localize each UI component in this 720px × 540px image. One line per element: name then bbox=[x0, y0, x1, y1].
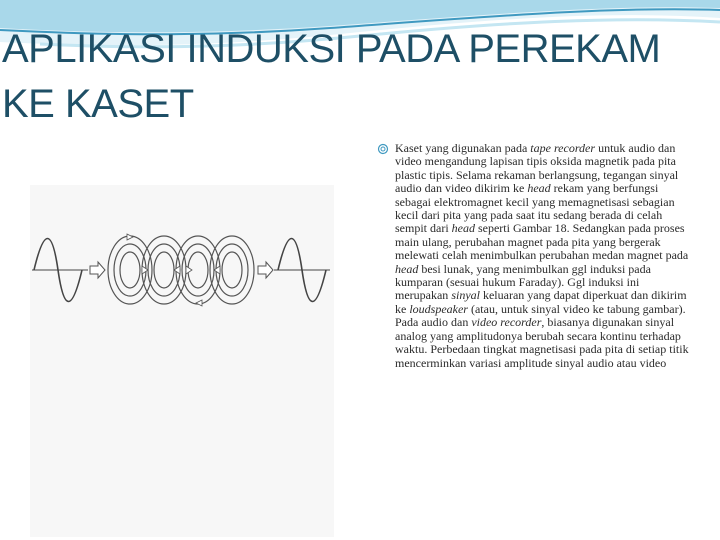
field-arrow-5 bbox=[127, 234, 133, 240]
field-arrow-1 bbox=[142, 266, 148, 274]
field-arrow-2 bbox=[174, 266, 180, 274]
body-emphasis: tape recorder bbox=[530, 141, 596, 155]
body-paragraph bbox=[395, 142, 695, 370]
body-run: seperti Gambar 18. Sedangkan pada proses main ulang, perubahan magnet pada pita yang bergerak melewati celah menimbulkan perubahan medan magnet pada bbox=[395, 221, 689, 263]
body-run: rekam yang berfungsi sebagai elektromagnet kecil yang memagnetisasi sebagian kecil dari pita yang pada saat itu sedang berada di celah sempit dari bbox=[395, 181, 675, 236]
field-arrow-3 bbox=[186, 266, 192, 274]
body-run: , biasanya digunakan sinyal analog yang amplitudonya berubah secara kontinu terhadap waktu. Perbedaan tingkat magnetisasi pada pita di setiap titik mencerminkan variasi amplitude sinyal audio atau video bbox=[395, 315, 689, 370]
body-emphasis: sinyal bbox=[451, 288, 480, 303]
slide-title-line-2: KE KASET bbox=[2, 82, 194, 126]
arrow-right-1 bbox=[90, 262, 105, 278]
field-arrow-4 bbox=[214, 266, 220, 274]
body-run: keluaran yang dapat diperkuat dan dikirim ke bbox=[395, 288, 687, 316]
body-emphasis: head bbox=[451, 221, 475, 236]
body-run: besi lunak, yang menimbulkan ggl induksi pada kumparan (sesuai hukum Faraday). Ggl induksi ini merupakan bbox=[395, 261, 651, 303]
body-emphasis: loudspeaker bbox=[409, 301, 468, 316]
body-emphasis: head bbox=[527, 181, 551, 196]
field-loop-d3 bbox=[222, 252, 242, 288]
body-emphasis: head bbox=[395, 261, 419, 276]
body-run: Kaset yang digunakan pada bbox=[395, 141, 531, 155]
field-loop-a3 bbox=[120, 252, 140, 288]
arrow-right-2 bbox=[258, 262, 273, 278]
magnetic-field-diagram-icon bbox=[32, 188, 330, 352]
slide-title bbox=[2, 22, 718, 132]
body-run: (atau, untuk sinyal video ke tabung gambar). Pada audio dan bbox=[395, 301, 686, 330]
field-arrow-6 bbox=[196, 300, 202, 306]
body-emphasis: video recorder bbox=[471, 315, 542, 330]
slide-title-line-1: APLIKASI INDUKSI PADA PEREKAM bbox=[2, 27, 661, 71]
body-run: untuk audio dan video mengandung lapisan tipis oksida magnetik pada pita plastic tipis. Selama rekaman berlangsung, tegangan sinyal audio dan video dikirim ke bbox=[395, 141, 679, 196]
field-loop-b3 bbox=[154, 252, 174, 288]
circle-bullet-icon bbox=[377, 143, 389, 155]
